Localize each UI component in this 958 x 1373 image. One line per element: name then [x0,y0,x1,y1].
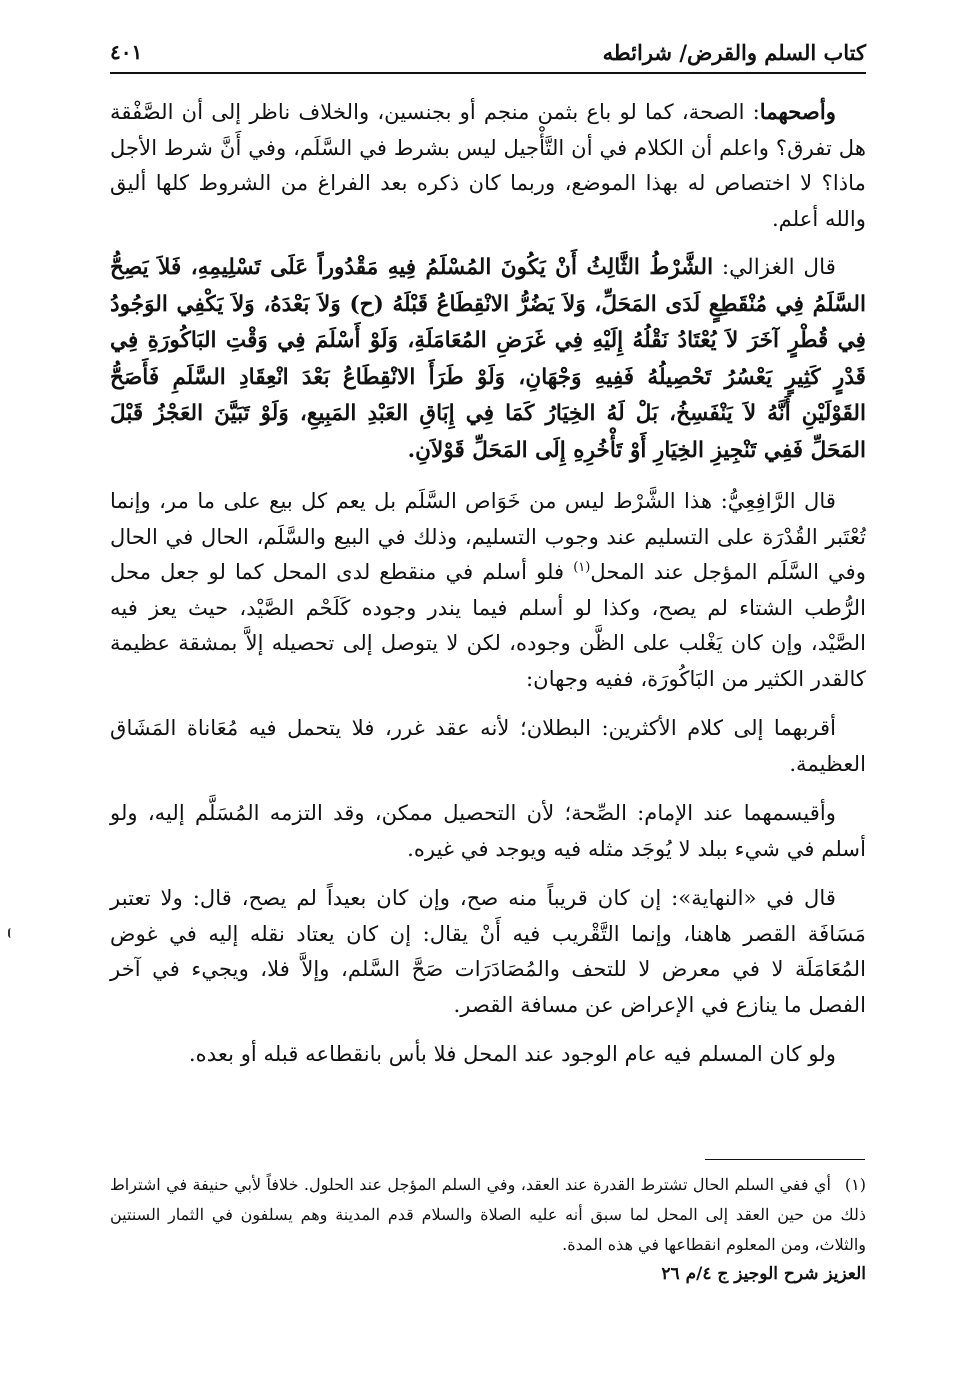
paragraph-1 [110,94,866,236]
paragraph-5 [110,795,866,866]
paragraph-lead: قال الغزالي: [713,255,836,280]
footnote-reference: (١) [573,559,591,575]
footnote-divider [705,1159,865,1160]
paragraph-7 [110,1036,866,1072]
paragraph-text: الشَّرْطُ الثَّالِثُ أَنْ يَكُونَ المُسْلَمُ فِيهِ مَقْدُوراً عَلَى تَسْلِيمِهِ، فَلاَ يَصِحُّ السَّلَمُ فِي مُنْقَطِعٍ لَدَى المَحَلِّ، وَلاَ يَضُرُّ الانْقِطَاعُ قَبْلَهُ (ح) وَلاَ بَعْدَهُ، وَلاَ يَكْفِي الوَجُودُ فِي قُطْرٍ آخَرَ لاَ يُعْتَادُ نَقْلُهُ إِلَيْهِ فِي غَرَضِ المُعَامَلَةِ، وَلَوْ أَسْلَمَ فِي وَقْتِ البَاكُورَةِ فِي قَدْرٍ كَثِيرٍ يَعْسُرُ تَحْصِيلُهُ فَفِيهِ وَجْهَانِ، وَلَوْ طَرَأَ الانْقِطَاعُ بَعْدَ انْعِقَادِ السَّلَمِ فَأَصَحُّ القَوْلَيْنِ أَنَّهُ لاَ يَنْفَسِخُ، بَلْ لَهُ الخِيَارُ كَمَا فِي إِبَاقِ العَبْدِ المَبِيعِ، وَلَوْ تَبَيَّنَ العَجْزُ قَبْلَ المَحَلِّ فَفِي تَنْجِيزِ الخِيَارِ أَوْ تَأْخُرِهِ إِلَى المَحَلِّ قَوْلاَنِ. [110,255,866,463]
paragraph-text: أقربهما إلى كلام الأكثرين: البطلان؛ لأنه عقد غرر، فلا يتحمل فيه مُعَاناة المَشَاق العظيمة. [110,715,866,776]
main-text [110,94,866,1086]
running-title: كتاب السلم والقرض/ شرائطه [602,39,866,65]
paragraph-text: وأقيسمهما عند الإمام: الصِّحة؛ لأن التحصيل ممكن، وقد التزمه المُسَلَّم إليه، ولو أسلم في شيء ببلد لا يُوجَد مثله فيه ويوجد في غيره. [110,800,866,861]
paragraph-text: قال في «النهاية»: إن كان قريباً منه صح، وإن كان بعيداً لم يصح، قال: ولا تعتبر مَسَافَة القصر هاهنا، وإنما التَّقْريب فيه أَنْ يقال: إن كان يعتاد نقله إليه في غوض المُعَامَلَة لا في معرض لا للتحف والمُصَادَرَات صَحَّ السَّلم، وإلاَّ فلا، ويجيء في آخر الفصل ما ينازع في الإعراض عن مسافة القصر. [110,885,866,1017]
paragraph-text: ولو كان المسلم فيه عام الوجود عند المحل فلا بأس بانقطاعه قبله أو بعده. [188,1041,836,1066]
paragraph-lead: قال الرَّافِعِيُّ: [712,488,837,513]
paragraph-text-continued: فلو أسلم في منقطع لدى المحل كما لو جعل محل الرُّطب الشتاء لم يصح، وكذا لو أسلم فيما يندر وجوده كَلَحْم الصَّيْد، حيث يعز فيه الصَّيْد، وإن كان يَغْلب على الظَّن وجوده، لكن لا يتوصل إلى تحصيله إلاَّ بمشقة عظيمة كالقدر الكثير من البَاكُورَة، ففيه وجهان: [110,559,866,691]
paragraph-lead: وأصحهما [759,99,836,124]
page-number: ٤٠١ [110,40,143,64]
paragraph-4 [110,710,866,781]
margin-mark [8,928,14,938]
book-signature: العزيز شرح الوجيز ج ٤/م ٢٦ [661,1264,866,1284]
paragraph-6 [110,880,866,1022]
footnote [110,1170,866,1260]
footnote-text: أي ففي السلم الحال تشترط القدرة عند العقد، وفي السلم المؤجل عند الحلول. خلافاً لأبي حنيفة في اشتراط ذلك من حين العقد إلى المحل لما سبق أنه عليه الصلاة والسلام قدم المدينة وهم يسلفون في الثمار السنتين والثلاث، ومن المعلوم انقطاعها في هذه المدة. [110,1175,866,1254]
paragraph-rafii [110,483,866,696]
paragraph-text: هذا الشَّرْط ليس من خَوَاص السَّلَم بل يعم كل بيع على ما مر، وإنما تُعْتَبر القُدْرَة على التسليم عند وجوب التسليم، وذلك في البيع والسَّلَم، الحال في الحال وفي السَّلَم المؤجل عند المحل [110,488,867,584]
footnote-marker: (١) [844,1175,866,1194]
paragraph-text: : الصحة، كما لو باع بثمن منجم أو بجنسين، والخلاف ناظر إلى أن الصَّفْقة هل تفرق؟ واعلم أن الكلام في أن التَّأْجيل ليس بشرط في السَّلَم، وفي أَنَّ شرط الأجل ماذا؟ لا اختصاص له بهذا الموضع، وربما كان ذكره بعد الفراغ من الشروط كلها أليق والله أعلم. [110,99,866,231]
page-header [110,32,866,74]
paragraph-ghazali [110,250,866,469]
